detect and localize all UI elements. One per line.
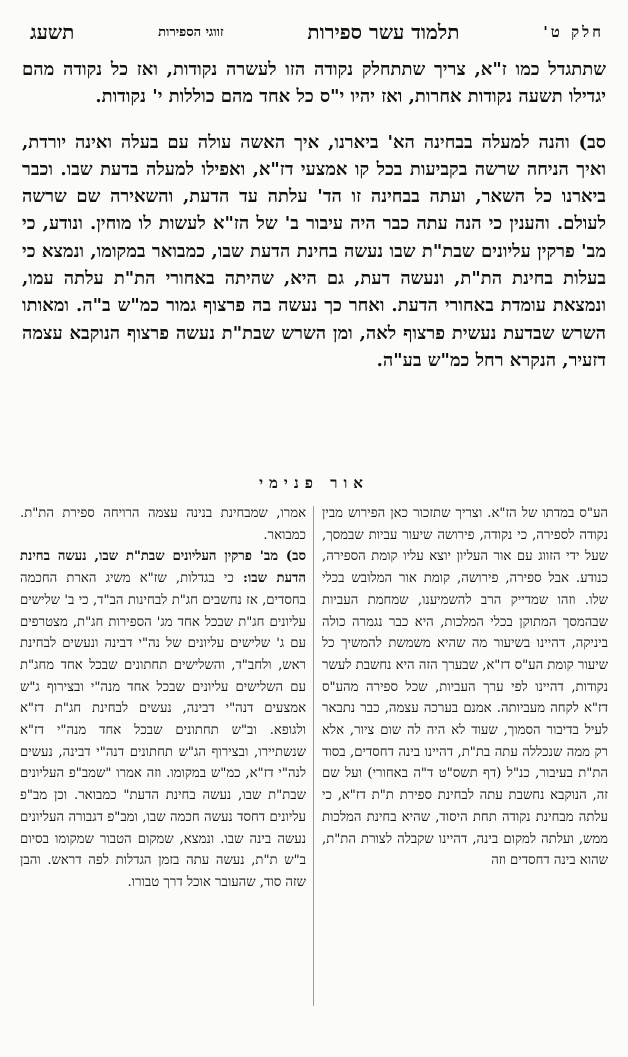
page-header	[30, 16, 604, 48]
left-column-lead: סב) מב' פרקין העליונים שבת"ת שבו, נעשה בחינת הדעת שבו:	[20, 549, 306, 587]
section-subtitle: זווגי הספירות	[158, 25, 224, 40]
left-column-body: כי בגדלות, שז"א משיג הארת החכמה בחסדים, אז נחשבים חג"ת לבחינות הב"ד, כי ב' שלישים עליונים חג"ת שבכל אחד מג' הספירות חג"ת, מצטרפים עם ג' שלישים עליונים של נה"י דבינה ונעשים לבחינת ראש, ולחב"ד, והשלישים תחתונים שבכל אחד מחג"ת עם השלישים עליונים שבכל אחד מנה"י ובצירוף ג"ש אמצעים דנה"י דבינה, נעשים לבחינת חג"ת דז"א ולגופא. וב"ש תחתונים שבכל אחד מנה"י דז"א שנשתיירו, ובצירוף הג"ש תחתונים דנה"י דבינה, נעשים לנה"י דז"א, כמ"ש במקומו. וזה אמרו "שמב"פ העליונים שבת"ת שבו, נעשה בחינת הדעת" כמבואר. וכן מב"פ עליונים דחסד נעשה חכמה שבו, ומב"פ דגבורה העליונים נעשה בינה שבו. ונמצא, שמקום הטבור שמקומו בסיום ב"ש ת"ת, נעשה עתה בזמן הגדלות לפה דראש. והבן שזה סוד, שהעובר אוכל דרך טבורו.	[20, 571, 306, 890]
right-column-text: הע"ס במדתו של הז"א. וצריך שתזכור כאן הפירוש מבין נקודה לספירה, כי נקודה, פירושה שיעור עביות שבמסך, שעל ידי הזווג עם אור העליון יוצא עליו קומת הספירה, כנודע. אבל ספירה, פירושה, קומת אור המלובש בכלי שלו. וזהו שמדייק הרב להשמיענו, שמחמת העביות שבהמסך המתוקן בכלי המלכות, היא כבר נגמרה כולה ביניקה, דהיינו בשיעור מה שהיא משמשת להמשיך כל שיעור קומת הע"ס דז"א, שבערך הזה היא נחשבת לעשר נקודות, דהיינו לפי ערך העביות, שכל ספירה מהע"ס דז"א לקחה מעביותה. אמנם בערכה עצמה, כבר נתבאר לעיל בדיבור הסמוך, שעוד לא היה לה שום ציור, אלא רק ממה שנכללה עתה בת"ת, דהיינו בינה דחסדים, בסוד הת"ת בעיבור, כנ"ל (דף תשס"ט ד"ה באחורי) ועל שם זה, הנוקבא נחשבת עתה לבחינת ספירת ת"ת דז"א, כי עלתה מבחינת נקודה תחת היסוד, שהיא בחינת המלכות ממש, ועלתה למקום בינה, דהיינו שקבלה לצורת הת"ת, שהוא בינה דחסדים וזה	[322, 506, 608, 869]
page-year: תשעג	[30, 19, 75, 44]
column-divider	[313, 506, 314, 1006]
main-text	[22, 56, 606, 390]
left-column-intro: אמרו, שמבחינת בנינה עצמה הרויחה ספירת הת"ת. כמבואר.	[20, 506, 306, 543]
commentary-title: אור פנימי	[259, 474, 369, 492]
part-label: חלק ט'	[543, 22, 604, 41]
main-paragraph-1: שתתגדל כמו ז"א, צריך שתתחלק נקודה הזו לעשרה נקודות, ואז כל נקודה מהם יגדילו תשעה נקודות אחרות, ואז יהיו י"ס כל אחד מהם כוללות י' נקודות.	[22, 59, 606, 108]
commentary-columns	[20, 503, 608, 1023]
book-title: תלמוד עשר ספירות	[307, 19, 460, 44]
commentary-right-column	[322, 503, 608, 1023]
commentary-left-column	[20, 503, 306, 1023]
main-paragraph-2: סב) והנה למעלה בבחינה הא' ביארנו, איך האשה עולה עם בעלה ואינה יורדת, ואיך הניחה שרשה בקביעות בכל קו אמצעי דז"א, ואפילו למעלה בדעת שבו. וכבר ביארנו כל השאר, ועתה בבחינה זו הד' עלתה עד הדעת, והשאירה שם שרשה לעולם. והענין כי הנה עתה כבר היה עיבור ב' של הז"א לעשות לו מוחין. ונודע, כי מב' פרקין עליונים שבת"ת שבו נעשה בחינת הדעת שבו, כמבואר במקומו, ונמצא כי בעלות בחינת הת"ת, ונעשה דעת, גם היא, שהיתה באחורי הת"ת עלתה עמו, ונמצאת עומדת באחורי הדעת. ואחר כך נעשה בה פרצוף גמור כמ"ש ב"ה. ומאותו השרש שבדעת נעשית פרצוף לאה, ומן השרש שבת"ת נעשה פרצוף הנוקבא עצמה דזעיר, הנקרא רחל כמ"ש בע"ה.	[22, 131, 606, 371]
